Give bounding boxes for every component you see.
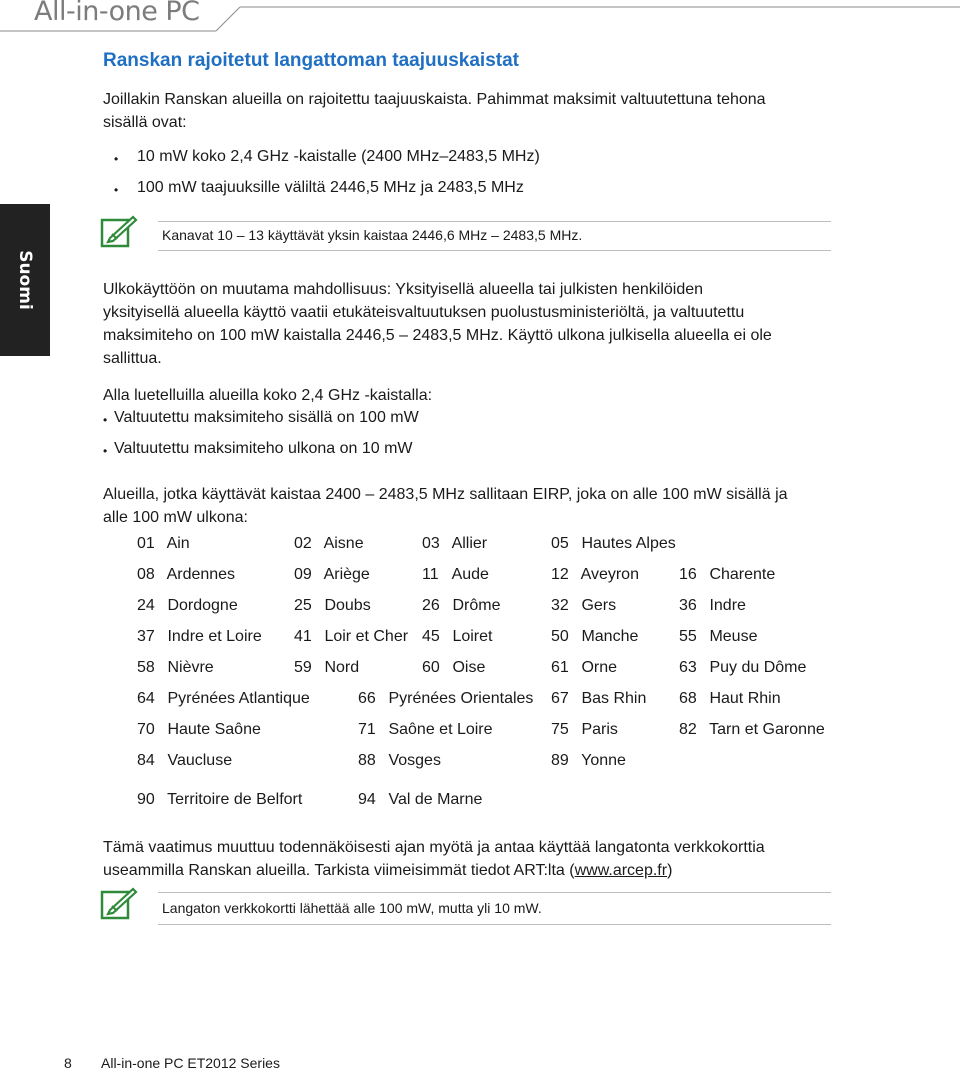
department-cell: 09 Ariège — [294, 566, 370, 583]
department-cell: 61 Orne — [551, 659, 618, 676]
closing-line-2: useammilla Ranskan alueilla. Tarkista viimeisimmät tiedot ART:lta (www.arcep.fr) — [103, 862, 673, 879]
department-cell: 03 Allier — [422, 535, 488, 552]
outdoor-line-1: Ulkokäyttöön on muutama mahdollisuus: Yksityisellä alueella tai julkisten henkilöiden — [103, 281, 704, 298]
bullet-item: 10 mW koko 2,4 GHz -kaistalle (2400 MHz–2483,5 MHz) — [137, 148, 540, 165]
outdoor-line-4: sallittua. — [103, 350, 162, 367]
note-rule-bottom — [158, 924, 831, 925]
arcep-link[interactable]: www.arcep.fr — [574, 862, 668, 879]
department-cell: 05 Hautes Alpes — [551, 535, 676, 552]
department-cell: 70 Haute Saône — [137, 721, 261, 738]
eirp-line-2: alle 100 mW ulkona: — [103, 509, 248, 526]
department-cell: 24 Dordogne — [137, 597, 238, 614]
department-cell: 12 Aveyron — [551, 566, 639, 583]
bullet-marker: • — [114, 152, 119, 166]
department-cell: 71 Saône et Loire — [358, 721, 493, 738]
department-cell: 41 Loir et Cher — [294, 628, 409, 645]
department-cell: 64 Pyrénées Atlantique — [137, 690, 310, 707]
department-cell: 82 Tarn et Garonne — [679, 721, 825, 738]
department-cell: 25 Doubs — [294, 597, 371, 614]
department-cell: 26 Drôme — [422, 597, 501, 614]
listed-intro: Alla luetelluilla alueilla koko 2,4 GHz -kaistalla: — [103, 387, 433, 404]
department-cell: 94 Val de Marne — [358, 791, 483, 808]
note-text: Kanavat 10 – 13 käyttävät yksin kaistaa 2446,6 MHz – 2483,5 MHz. — [162, 227, 583, 243]
department-cell: 01 Ain — [137, 535, 190, 552]
department-cell: 75 Paris — [551, 721, 618, 738]
department-cell: 88 Vosges — [358, 752, 441, 769]
department-cell: 45 Loiret — [422, 628, 493, 645]
department-cell: 55 Meuse — [679, 628, 758, 645]
header-title: All-in-one PC — [34, 0, 200, 27]
bullet-marker: • — [103, 413, 108, 427]
department-cell: 89 Yonne — [551, 752, 626, 769]
bullet-marker: • — [103, 444, 108, 458]
intro-line-1: Joillakin Ranskan alueilla on rajoitettu taajuuskaista. Pahimmat maksimit valtuutettuna tehona — [103, 91, 766, 108]
department-cell: 60 Oise — [422, 659, 486, 676]
note-text: Langaton verkkokortti lähettää alle 100 mW, mutta yli 10 mW. — [162, 900, 542, 916]
department-cell: 02 Aisne — [294, 535, 364, 552]
department-cell: 84 Vaucluse — [137, 752, 233, 769]
page-number: 8 — [64, 1055, 72, 1071]
department-cell: 50 Manche — [551, 628, 639, 645]
department-cell: 63 Puy du Dôme — [679, 659, 807, 676]
bullet-marker: • — [114, 183, 119, 197]
department-cell: 08 Ardennes — [137, 566, 236, 583]
section-title: Ranskan rajoitetut langattoman taajuuskaistat — [103, 50, 519, 71]
department-cell: 67 Bas Rhin — [551, 690, 647, 707]
note-rule-top — [158, 892, 831, 893]
closing-line-1: Tämä vaatimus muuttuu todennäköisesti ajan myötä ja antaa käyttää langatonta verkkokorttia — [103, 839, 765, 856]
department-cell: 59 Nord — [294, 659, 360, 676]
footer-product: All-in-one PC ET2012 Series — [101, 1055, 280, 1071]
outdoor-line-2: yksityisellä alueella käyttö vaatii etukäteisvaltuutuksen puolustusministeriöltä, ja valtuutettu — [103, 304, 745, 321]
bullet-item: Valtuutettu maksimiteho sisällä on 100 mW — [114, 409, 419, 426]
note-pencil-icon — [100, 886, 138, 920]
eirp-line-1: Alueilla, jotka käyttävät kaistaa 2400 – 2483,5 MHz sallitaan EIRP, joka on alle 100 mW sisällä ja — [103, 486, 788, 503]
department-cell: 36 Indre — [679, 597, 746, 614]
outdoor-line-3: maksimiteho on 100 mW kaistalla 2446,5 – 2483,5 MHz. Käyttö ulkona julkisella alueella ei ole — [103, 327, 772, 344]
bullet-item: Valtuutettu maksimiteho ulkona on 10 mW — [114, 440, 413, 457]
department-cell: 32 Gers — [551, 597, 617, 614]
language-label: Suomi — [15, 250, 35, 310]
department-cell: 90 Territoire de Belfort — [137, 791, 303, 808]
department-cell: 66 Pyrénées Orientales — [358, 690, 534, 707]
department-cell: 37 Indre et Loire — [137, 628, 262, 645]
bullet-item: 100 mW taajuuksille väliltä 2446,5 MHz ja 2483,5 MHz — [137, 179, 524, 196]
department-cell: 58 Nièvre — [137, 659, 214, 676]
department-cell: 16 Charente — [679, 566, 776, 583]
department-cell: 11 Aude — [422, 566, 489, 583]
intro-line-2: sisällä ovat: — [103, 114, 187, 131]
department-cell: 68 Haut Rhin — [679, 690, 781, 707]
